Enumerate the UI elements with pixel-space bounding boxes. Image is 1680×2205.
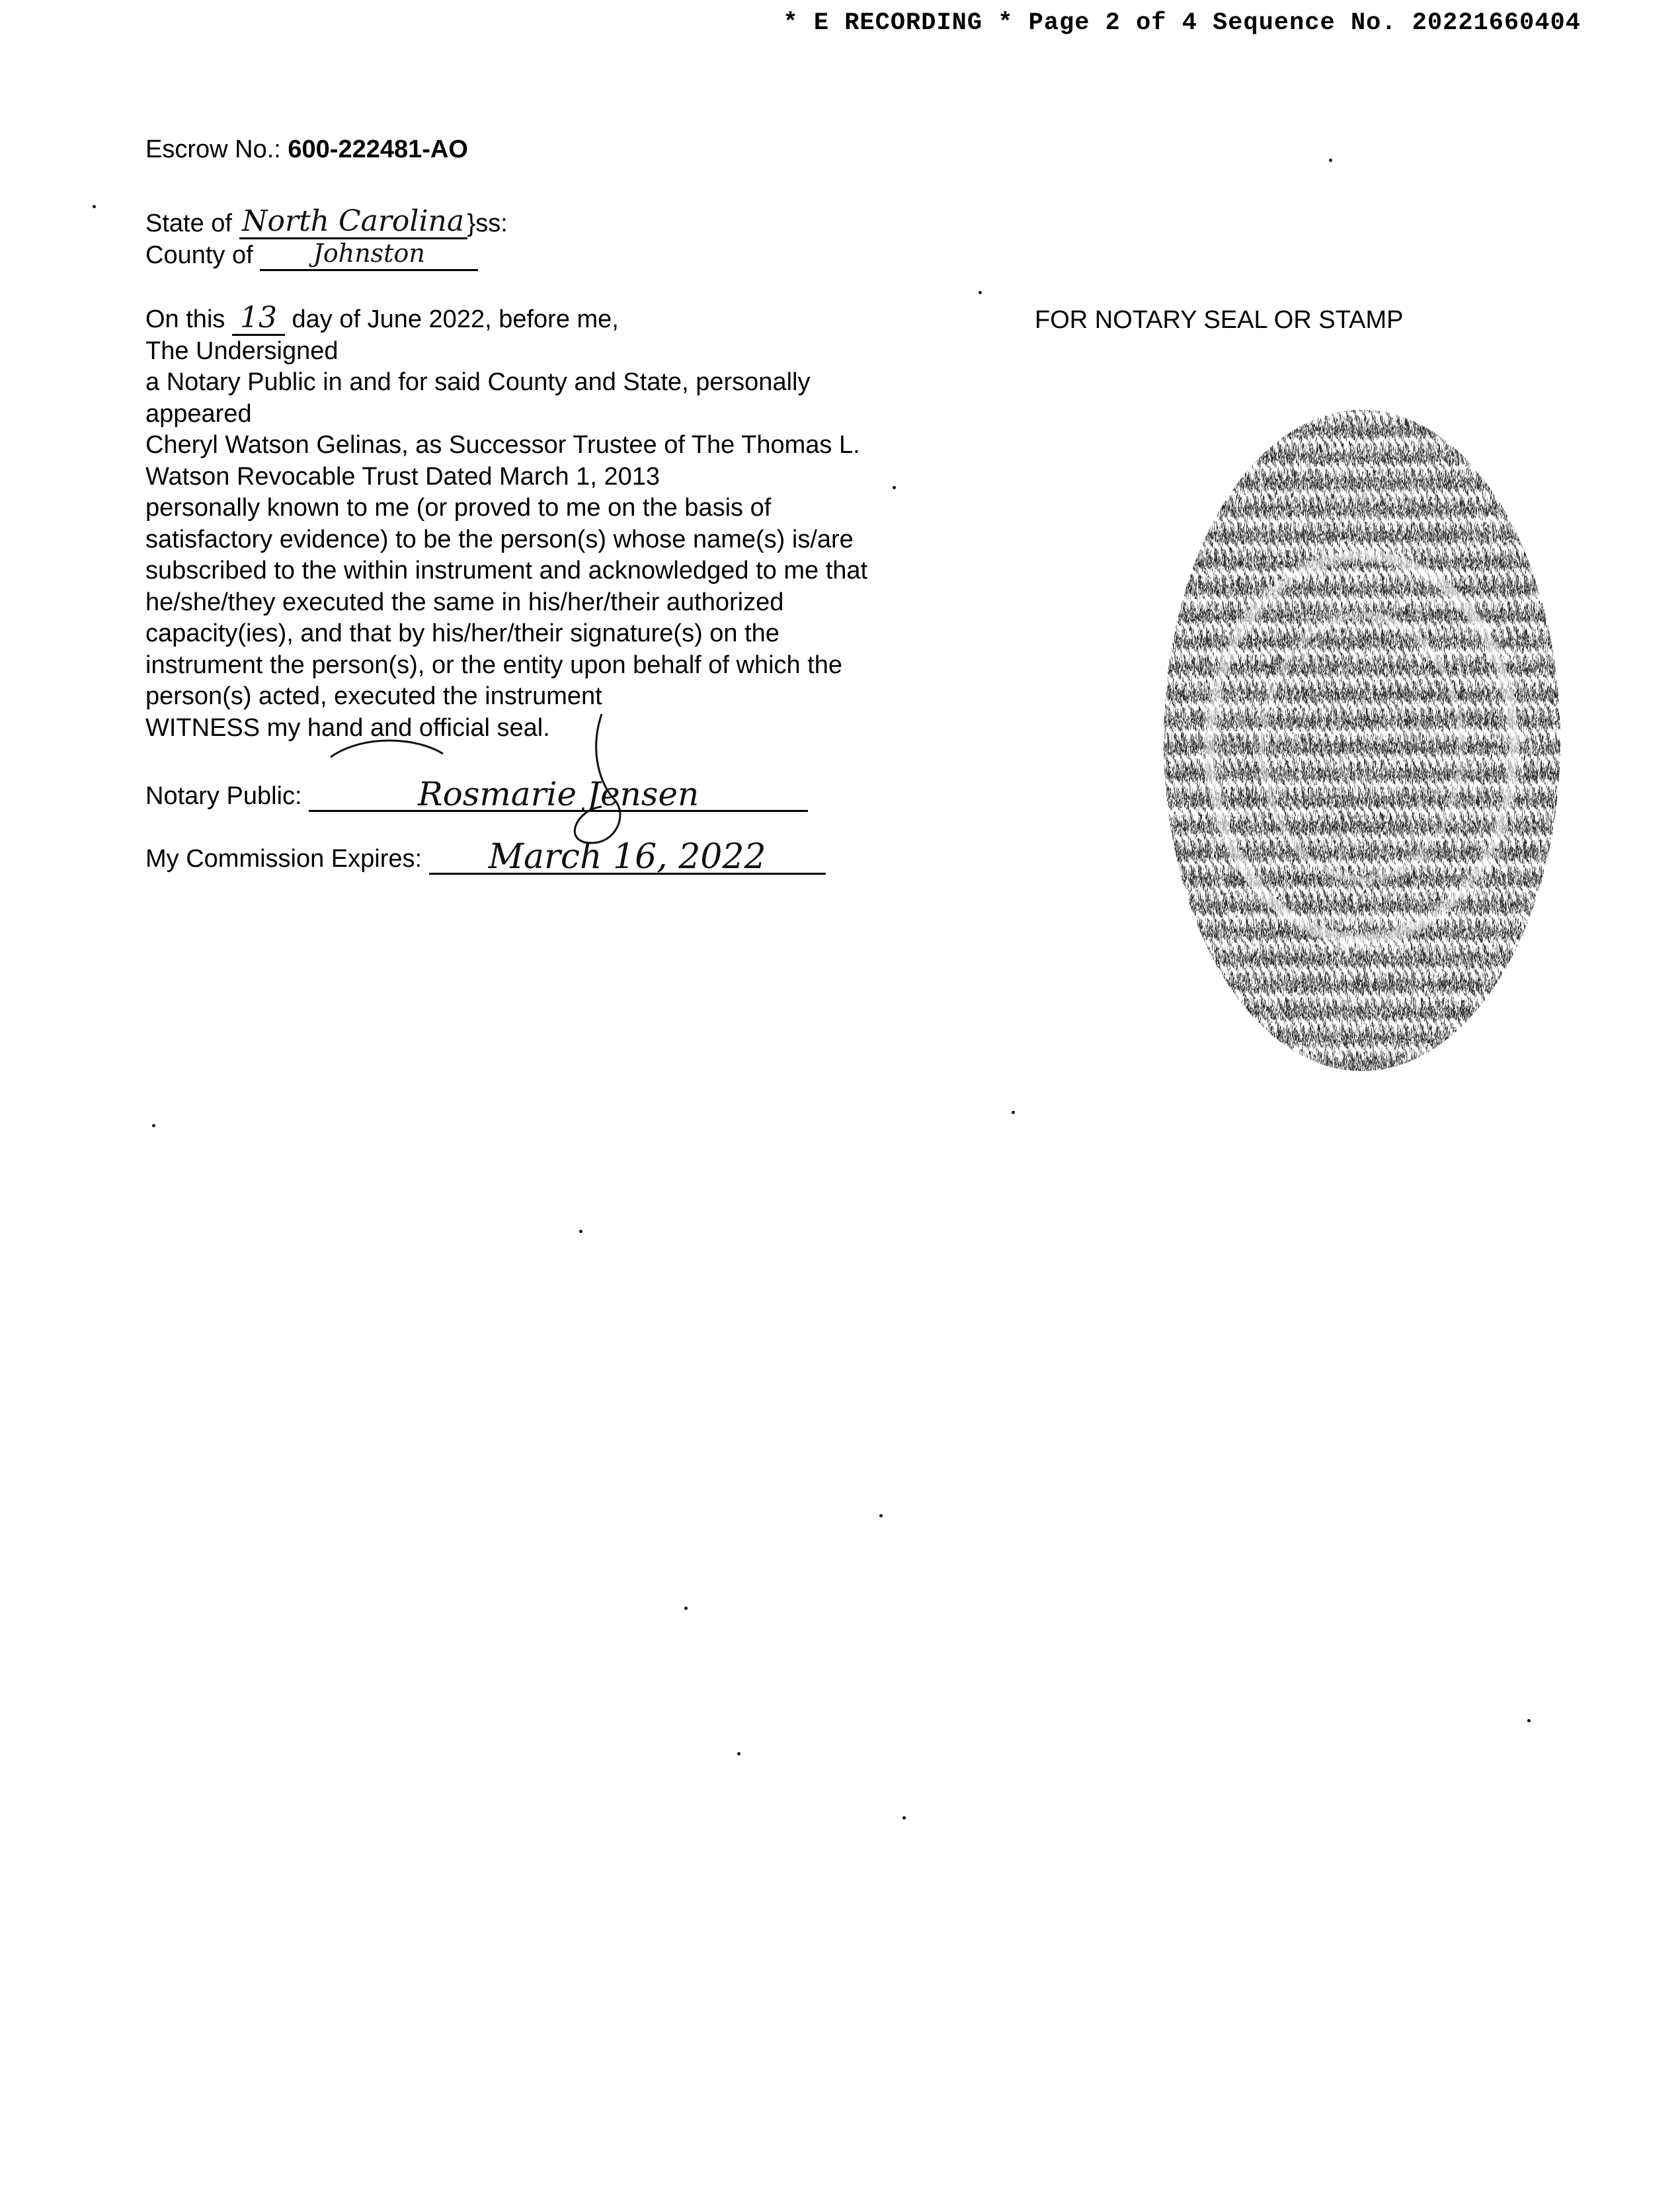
scan-speck <box>93 205 96 208</box>
scan-speck <box>879 1514 883 1517</box>
ack-line-10: he/she/they executed the same in his/her/their authorized <box>145 588 784 616</box>
ack-line-3: a Notary Public in and for said County and State, personally <box>145 368 811 396</box>
escrow-label: Escrow No.: <box>145 136 281 163</box>
commission-handwritten: March 16, 2022 <box>488 837 766 877</box>
escrow-number: 600-222481-AO <box>288 136 468 163</box>
state-label: State of <box>145 210 232 237</box>
county-fill <box>260 240 478 271</box>
ss-label: }ss: <box>467 210 508 237</box>
scan-speck <box>684 1607 688 1610</box>
state-fill <box>239 204 467 239</box>
ack-line-8: satisfactory evidence) to be the person(s) whose name(s) is/are <box>145 525 854 553</box>
state-line <box>145 204 508 239</box>
commission-label: My Commission Expires: <box>145 845 422 873</box>
scan-speck <box>737 1752 740 1755</box>
seal-label: FOR NOTARY SEAL OR STAMP <box>1035 306 1404 334</box>
recording-header: * E RECORDING * Page 2 of 4 Sequence No. 20221660404 <box>783 9 1581 37</box>
notary-public-label: Notary Public: <box>145 782 302 810</box>
ack-line-7: personally known to me (or proved to me on the basis of <box>145 494 772 522</box>
scan-speck <box>979 291 982 294</box>
scan-speck <box>893 486 896 489</box>
scan-speck <box>579 1230 582 1233</box>
escrow-line <box>145 134 468 165</box>
ack-line-4: appeared <box>145 399 252 428</box>
ack-line-1 <box>145 300 965 336</box>
state-handwritten: North Carolina <box>241 204 465 238</box>
scan-speck <box>152 1124 155 1127</box>
commission-fill <box>429 837 826 877</box>
county-line <box>145 239 478 271</box>
ack-line-14: WITNESS my hand and official seal. <box>145 713 550 742</box>
ack-line-11: capacity(ies), and that by his/her/their signature(s) on the <box>145 620 780 647</box>
commission-line <box>145 837 826 877</box>
county-handwritten: Johnston <box>313 239 425 268</box>
ack-line-6: Watson Revocable Trust Dated March 1, 2013 <box>145 462 660 491</box>
on-this-label: On this <box>145 305 225 333</box>
notary-seal-stamp <box>1150 390 1574 1091</box>
scan-speck <box>1527 1719 1531 1722</box>
ack-line-13: person(s) acted, executed the instrument <box>145 682 602 710</box>
acknowledgment-body <box>145 300 965 744</box>
ack-line-12: instrument the person(s), or the entity upon behalf of which the <box>145 651 843 679</box>
day-rest: day of June 2022, before me, <box>292 305 619 333</box>
ack-line-9: subscribed to the within instrument and acknowledged to me that <box>145 557 868 584</box>
ack-line-5: Cheryl Watson Gelinas, as Successor Trustee of The Thomas L. <box>145 431 860 459</box>
day-fill <box>232 300 285 336</box>
signature-flourish <box>324 701 628 853</box>
scan-speck <box>1329 159 1332 162</box>
notary-signature: Rosmarie Jensen <box>417 775 700 813</box>
ack-line-2: The Undersigned <box>145 337 339 365</box>
day-handwritten: 13 <box>239 300 277 335</box>
scan-speck <box>1012 1111 1015 1114</box>
county-label: County of <box>145 241 253 269</box>
scan-speck <box>902 1816 906 1820</box>
